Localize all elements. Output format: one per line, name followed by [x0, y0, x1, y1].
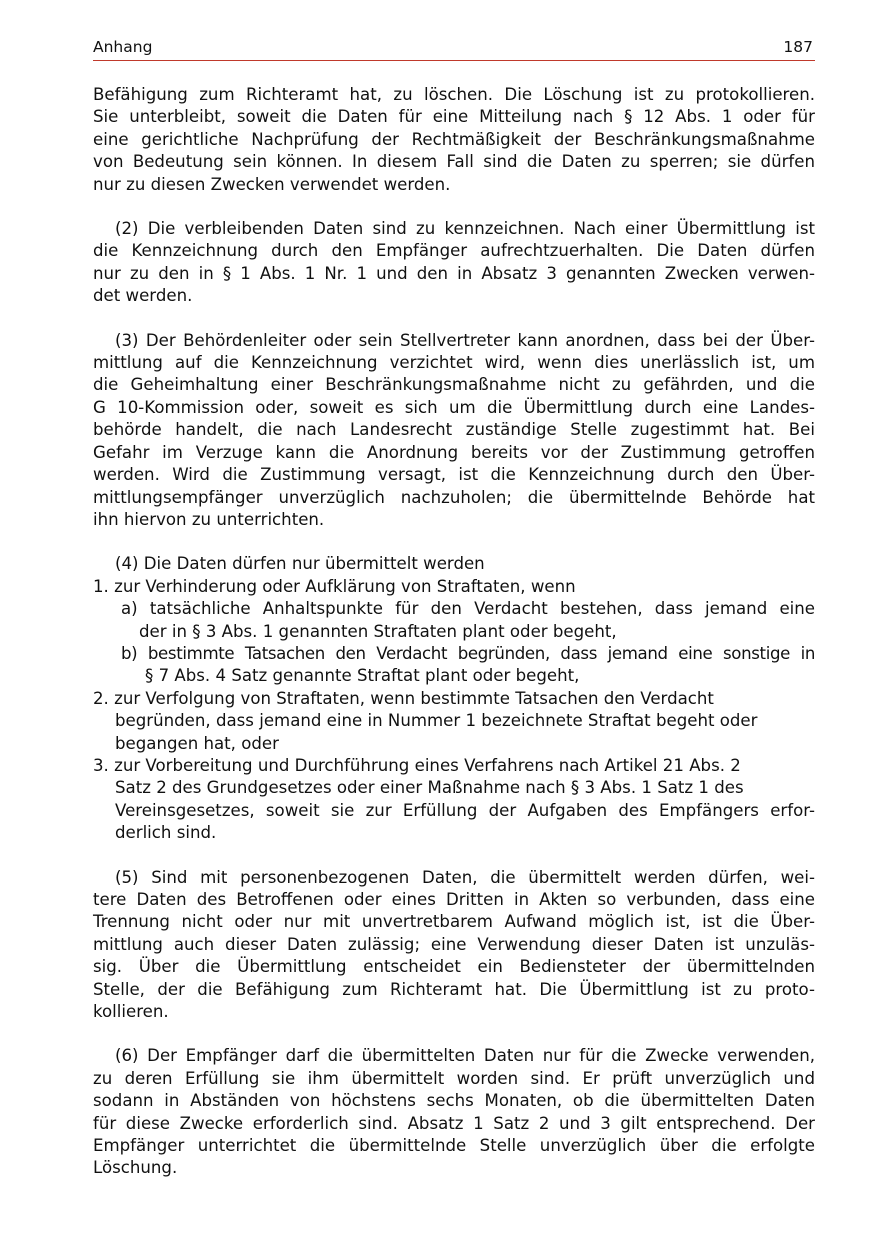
paragraph-gap — [93, 1023, 815, 1045]
text-line: ihn hiervon zu unterrichten. — [93, 509, 325, 529]
text-line: 3. zur Vorbereitung und Durchführung eines Verfahrens nach Artikel 21 Abs. 2 — [93, 755, 741, 775]
text-line: begründen, dass jemand eine in Nummer 1 bezeichnete Straftat begeht oder — [115, 711, 758, 731]
text-line: G 10-Kommission oder, soweit es sich um die Übermittlung durch eine Landes- — [93, 397, 815, 417]
text-line: det werden. — [93, 286, 193, 306]
text-line: behörde handelt, die nach Landesrecht zuständige Stelle zugestimmt hat. Bei — [93, 420, 815, 440]
page-number: 187 — [783, 38, 813, 56]
text-line: 1. zur Verhinderung oder Aufklärung von Straftaten, wenn — [93, 576, 576, 596]
text-line: sodann in Abständen von höchstens sechs Monaten, ob die übermittelten Daten — [93, 1091, 815, 1111]
text-line: mittlung auch dieser Daten zulässig; eine Verwendung dieser Daten ist unzuläs- — [93, 934, 815, 954]
text-line: 2. zur Verfolgung von Straftaten, wenn bestimmte Tatsachen den Verdacht — [93, 688, 714, 708]
page-body — [93, 84, 815, 1180]
text-line: für diese Zwecke erforderlich sind. Absatz 1 Satz 2 und 3 gilt entsprechend. Der — [93, 1113, 815, 1133]
section-title: Anhang — [93, 38, 153, 56]
text-line: Sie unterbleibt, soweit die Daten für eine Mitteilung nach § 12 Abs. 1 oder für — [93, 107, 815, 127]
paragraph-gap — [93, 196, 815, 218]
paragraph-gap — [93, 845, 815, 867]
text-line: Satz 2 des Grundgesetzes oder einer Maßnahme nach § 3 Abs. 1 Satz 1 des — [115, 778, 744, 798]
text-line: b) bestimmte Tatsachen den Verdacht begründen, dass jemand eine sonstige in — [121, 643, 815, 663]
text-line: (5) Sind mit personenbezogenen Daten, die übermittelt werden dürfen, wei- — [115, 867, 815, 887]
running-header — [93, 38, 815, 61]
text-line: begangen hat, oder — [115, 733, 279, 753]
text-line: nur zu diesen Zwecken verwendet werden. — [93, 174, 451, 194]
text-line: (3) Der Behördenleiter oder sein Stellvertreter kann anordnen, dass bei der Über- — [115, 330, 815, 350]
text-line: kollieren. — [93, 1002, 169, 1022]
text-line: der in § 3 Abs. 1 genannten Straftaten plant oder begeht, — [139, 621, 617, 641]
text-line: Trennung nicht oder nur mit unvertretbarem Aufwand möglich ist, ist die Über- — [93, 912, 815, 932]
text-line: Stelle, der die Befähigung zum Richteramt hat. Die Übermittlung ist zu proto- — [93, 979, 815, 999]
text-line: (6) Der Empfänger darf die übermittelten Daten nur für die Zwecke verwenden, — [115, 1046, 815, 1066]
text-line: zu deren Erfüllung sie ihm übermittelt worden sind. Er prüft unverzüglich und — [93, 1068, 815, 1088]
text-line: sig. Über die Übermittlung entscheidet ein Bediensteter der übermittelnden — [93, 957, 815, 977]
text-line: Löschung. — [93, 1158, 178, 1178]
text-line: werden. Wird die Zustimmung versagt, ist die Kennzeichnung durch den Über- — [93, 465, 815, 485]
paragraph-gap — [93, 308, 815, 330]
text-line: (2) Die verbleibenden Daten sind zu kennzeichnen. Nach einer Übermittlung ist — [115, 219, 815, 239]
paragraph-gap — [93, 531, 815, 553]
text-line: Gefahr im Verzuge kann die Anordnung bereits vor der Zustimmung getroffen — [93, 442, 815, 462]
text-line: mittlung auf die Kennzeichnung verzichtet wird, wenn dies unerlässlich ist, um — [93, 353, 815, 373]
text-line: derlich sind. — [115, 823, 217, 843]
text-line: § 7 Abs. 4 Satz genannte Straftat plant oder begeht, — [145, 666, 580, 686]
text-line: Empfänger unterrichtet die übermittelnde Stelle unverzüglich über die erfolgte — [93, 1136, 815, 1156]
text-line: a) tatsächliche Anhaltspunkte für den Verdacht bestehen, dass jemand eine — [121, 599, 815, 619]
text-line: mittlungsempfänger unverzüglich nachzuholen; die übermittelnde Behörde hat — [93, 487, 815, 507]
text-line: Befähigung zum Richteramt hat, zu löschen. Die Löschung ist zu protokollieren. — [93, 85, 815, 104]
text-line: nur zu den in § 1 Abs. 1 Nr. 1 und den in Absatz 3 genannten Zwecken verwen- — [93, 263, 815, 283]
text-line: die Kennzeichnung durch den Empfänger aufrechtzuerhalten. Die Daten dürfen — [93, 241, 815, 261]
text-line: die Geheimhaltung einer Beschränkungsmaßnahme nicht zu gefährden, und die — [93, 375, 815, 395]
text-line: (4) Die Daten dürfen nur übermittelt werden — [115, 554, 485, 574]
text-line: tere Daten des Betroffenen oder eines Dritten in Akten so verbunden, dass eine — [93, 890, 815, 909]
text-line: von Bedeutung sein können. In diesem Fall sind die Daten zu sperren; sie dürfen — [93, 152, 815, 172]
text-line: eine gerichtliche Nachprüfung der Rechtmäßigkeit der Beschränkungsmaßnahme — [93, 129, 815, 149]
text-line: Vereinsgesetzes, soweit sie zur Erfüllung der Aufgaben des Empfängers erfor- — [115, 800, 815, 820]
